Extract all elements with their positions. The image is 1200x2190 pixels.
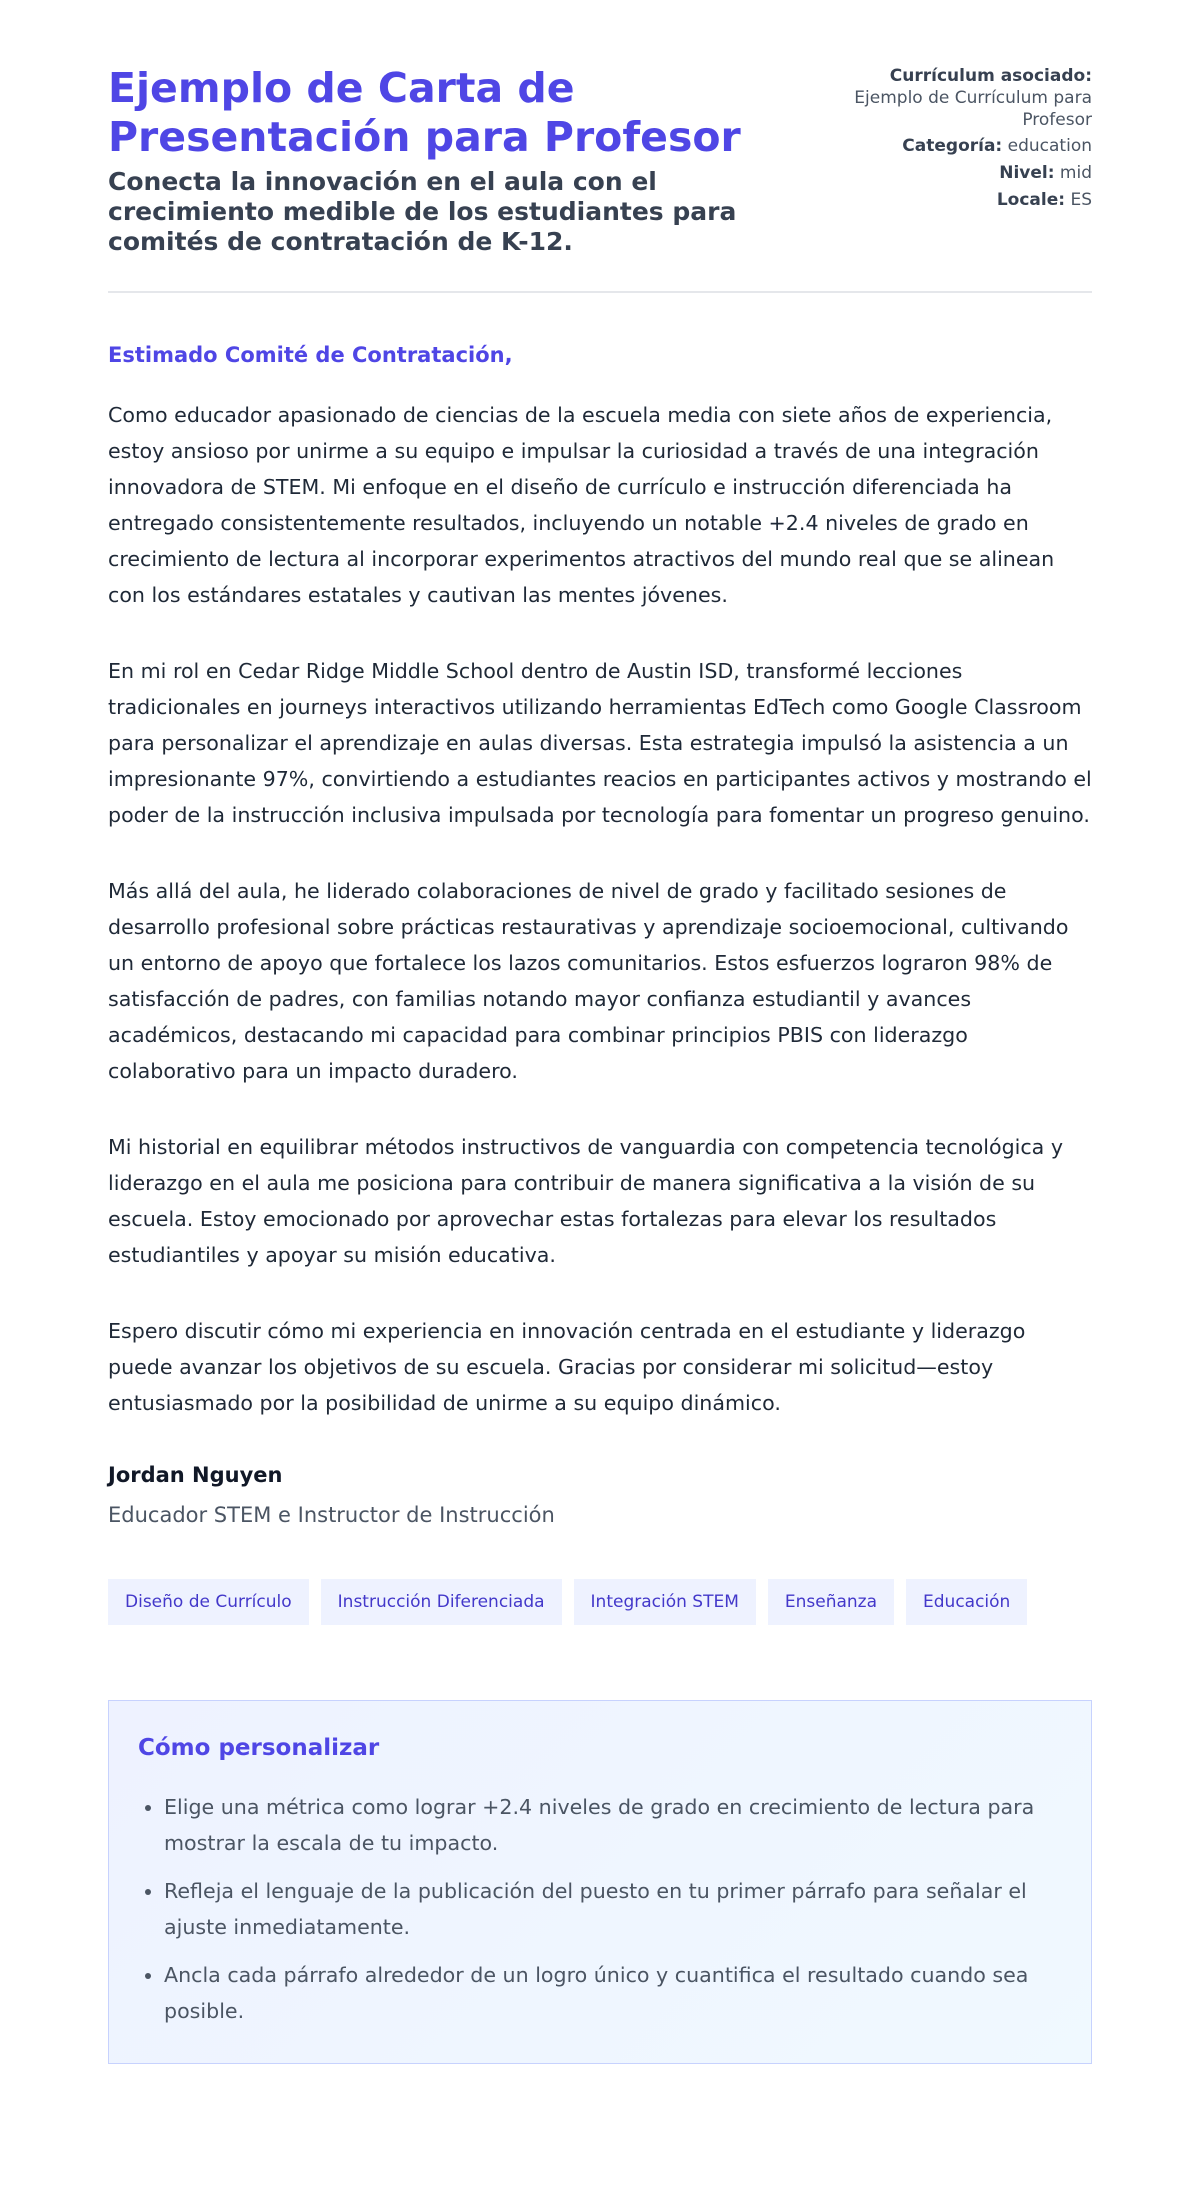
signature-name: Jordan Nguyen <box>108 1463 283 1488</box>
header-divider <box>108 291 1092 293</box>
meta-category-label: Categoría: <box>902 136 1003 157</box>
meta-category <box>832 136 1092 158</box>
meta-locale-value: ES <box>1070 189 1092 210</box>
tag-list <box>108 1579 1092 1625</box>
page-subtitle: Conecta la innovación en el aula con el crecimiento medible de los estudiantes para comités de contratación de K-12. <box>108 167 737 257</box>
meta-resume-link[interactable]: Ejemplo de Currículum para Profesor <box>854 87 1092 130</box>
meta-locale-label: Locale: <box>996 189 1066 210</box>
document-meta <box>832 64 1092 217</box>
letter-body <box>108 397 1092 1421</box>
tips-list <box>138 1789 1062 2029</box>
letter-paragraph: Espero discutir cómo mi experiencia en innovación centrada en el estudiante y liderazgo puede avanzar los objetivos de su escuela. Gracias por considerar mi solicitud—estoy entusiasmado por la posibilidad de unirme a su equipo dinámico. <box>108 1319 1026 1416</box>
page-title: Ejemplo de Carta de Presentación para Profesor <box>108 64 741 162</box>
customization-tips-box <box>108 1700 1092 2064</box>
tag-chip[interactable]: Educación <box>906 1579 1027 1625</box>
meta-level-label: Nivel: <box>999 163 1055 183</box>
letter-paragraph: En mi rol en Cedar Ridge Middle School dentro de Austin ISD, transformé lecciones tradicionales en journeys interactivos utilizando herramientas EdTech como Google Classroom para personalizar el aprendizaje en aulas diversas. Esta estrategia impulsó la asistencia a un impresionante 97%, convirtiendo a estudiantes reacios en participantes activos y mostrando el poder de la instrucción inclusiva impulsada por tecnología para fomentar un progreso genuino. <box>108 659 1092 828</box>
tip-item: • Ancla cada párrafo alrededor de un logro único y cuantifica el resultado cuando sea posible. <box>164 1957 1062 2029</box>
tag-chip[interactable]: Integración STEM <box>574 1579 756 1625</box>
header-titles <box>108 64 788 257</box>
letter-paragraph: Mi historial en equilibrar métodos instructivos de vanguardia con competencia tecnológica y liderazgo en el aula me posiciona para contribuir de manera significativa a la visión de su escuela. Estoy emocionado por aprovechar estas fortalezas para elevar los resultados estudiantiles y apoyar su misión educativa. <box>108 1135 1064 1268</box>
meta-resume-label: Currículum asociado: <box>889 66 1092 86</box>
tip-item: • Elige una métrica como lograr +2.4 niveles de grado en crecimiento de lectura para mostrar la escala de tu impacto. <box>164 1789 1062 1861</box>
tip-item: • Refleja el lenguaje de la publicación del puesto en tu primer párrafo para señalar el ajuste inmediatamente. <box>164 1873 1062 1945</box>
meta-level-value: mid <box>1059 163 1092 183</box>
page-header <box>108 64 1092 257</box>
meta-resume <box>832 66 1092 131</box>
meta-locale <box>832 190 1092 212</box>
letter-paragraph: Como educador apasionado de ciencias de la escuela media con siete años de experiencia, estoy ansioso por unirme a su equipo e impulsar la curiosidad a través de una integración innovadora de STEM. Mi enfoque en el diseño de currículo e instrucción diferenciada ha entregado consistentemente resultados, incluyendo un notable +2.4 niveles de grado en crecimiento de lectura al incorporar experimentos atractivos del mundo real que se alinean con los estándares estatales y cautivan las mentes jóvenes. <box>108 403 1055 608</box>
tag-chip[interactable]: Enseñanza <box>768 1579 894 1625</box>
tag-chip[interactable]: Instrucción Diferenciada <box>321 1579 562 1625</box>
letter-salutation: Estimado Comité de Contratación, <box>108 343 513 368</box>
tag-chip[interactable]: Diseño de Currículo <box>108 1579 309 1625</box>
meta-level <box>832 163 1092 185</box>
letter-paragraph: Más allá del aula, he liderado colaboraciones de nivel de grado y facilitado sesiones de desarrollo profesional sobre prácticas restaurativas y aprendizaje socioemocional, cultivando un entorno de apoyo que fortalece los lazos comunitarios. Estos esfuerzos lograron 98% de satisfacción de padres, con familias notando mayor confianza estudiantil y avances académicos, destacando mi capacidad para combinar principios PBIS con liderazgo colaborativo para un impacto duradero. <box>108 879 1069 1084</box>
tips-title: Cómo personalizar <box>138 1735 380 1762</box>
signature-role: Educador STEM e Instructor de Instrucción <box>108 1503 555 1528</box>
meta-category-value: education <box>1007 136 1092 157</box>
